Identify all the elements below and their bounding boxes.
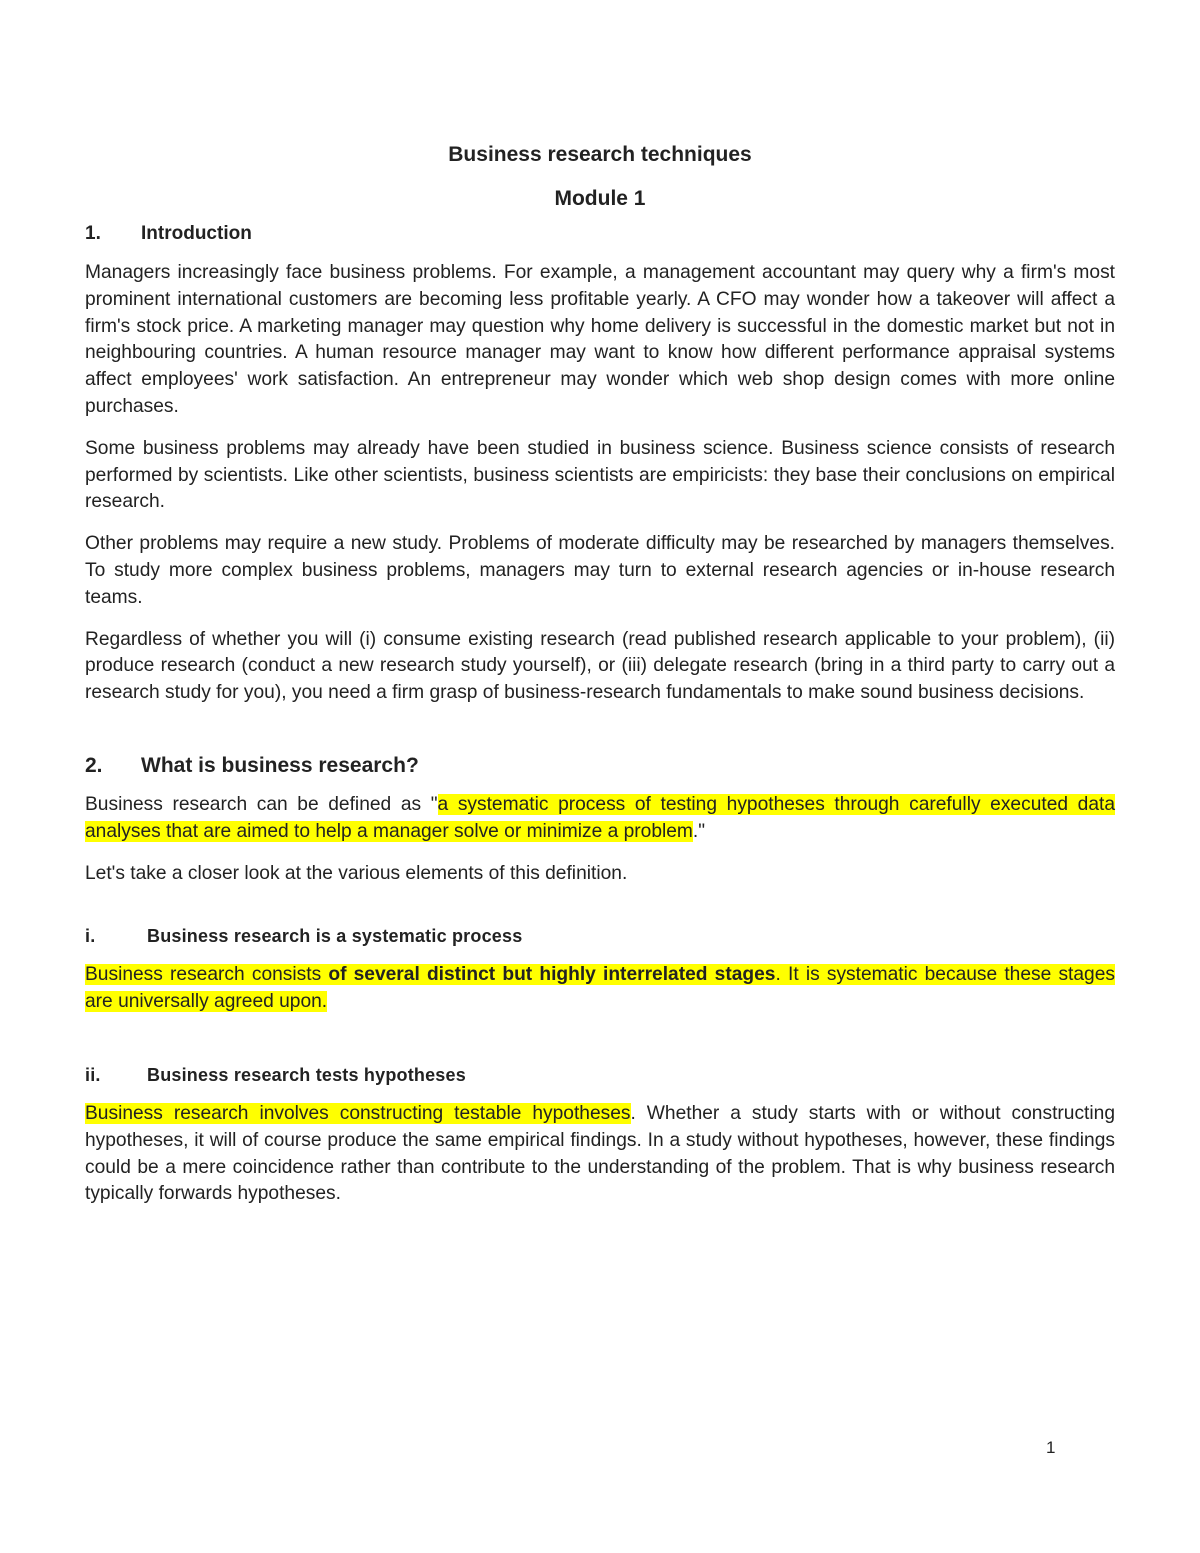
section-1-title: Introduction bbox=[141, 223, 252, 244]
spacer bbox=[85, 902, 1115, 922]
section-1-heading bbox=[85, 220, 1115, 248]
section-1-number: 1. bbox=[85, 223, 101, 244]
definition-prefix: Business research can be defined as " bbox=[85, 793, 438, 815]
subsection-ii-heading bbox=[85, 1061, 1115, 1089]
hypotheses-paragraph bbox=[85, 1101, 1115, 1208]
page-number: 1 bbox=[1046, 1438, 1056, 1457]
document-subtitle: Module 1 bbox=[554, 187, 646, 210]
definition-suffix: ." bbox=[692, 820, 706, 842]
intro-paragraph-4: Regardless of whether you will (i) consume existing research (read published research applicable to your problem), (ii) produce research (conduct a new research study yourself), or (iii) delegate research (bring in a third party to carry out a research study for you), you need a firm grasp of business-research fundamentals to make sound business decisions. bbox=[85, 628, 1115, 704]
intro-paragraph-2: Some business problems may already have been studied in business science. Business science consists of research performed by scientists. Like other scientists, business scientists are empiricists: they base their conclusions on empirical research. bbox=[85, 437, 1115, 513]
hypotheses-highlight: Business research involves constructing testable hypotheses bbox=[85, 1102, 631, 1124]
page-content bbox=[85, 140, 1115, 1223]
subsection-ii-title: Business research tests hypotheses bbox=[147, 1064, 466, 1085]
subsection-i-heading bbox=[85, 922, 1115, 950]
systematic-highlight-part-1: Business research consists bbox=[85, 964, 329, 986]
closer-look-paragraph: Let's take a closer look at the various elements of this definition. bbox=[85, 862, 628, 884]
spacer bbox=[85, 1031, 1115, 1061]
section-2-number: 2. bbox=[85, 753, 103, 777]
document-title: Business research techniques bbox=[448, 143, 752, 166]
subsection-i-title: Business research is a systematic process bbox=[147, 926, 523, 947]
subsection-i-number: i. bbox=[85, 926, 96, 947]
intro-paragraph-3: Other problems may require a new study. Problems of moderate difficulty may be researched by managers themselves. To study more complex business problems, managers may turn to external research agencies or in-house research teams. bbox=[85, 533, 1115, 608]
definition-paragraph bbox=[85, 792, 1115, 846]
definition-highlight: a systematic process of testing hypotheses through carefully executed data analyses that are aimed to help a manager solve or minimize a problem bbox=[85, 793, 1116, 842]
section-2-heading bbox=[85, 752, 1115, 780]
section-2-title: What is business research? bbox=[141, 753, 419, 777]
hypotheses-rest: . Whether a study starts with or without constructing hypotheses, it will of course produce the same empirical findings. In a study without hypotheses, however, these findings could be a mere coincidence rather than contribute to the understanding of the problem. That is why business research typically forwards hypotheses. bbox=[85, 1102, 1115, 1205]
subsection-ii-number: ii. bbox=[85, 1064, 101, 1085]
systematic-highlight-bold: of several distinct but highly interrelated stages bbox=[328, 964, 776, 986]
intro-paragraph-1: Managers increasingly face business problems. For example, a management accountant may query why a firm's most prominent international customers are becoming less profitable yearly. A CFO may wonder how a takeover will affect a firm's stock price. A marketing manager may question why home delivery is successful in the domestic market but not in neighbouring countries. A human resource manager may want to know how different performance appraisal systems affect employees' work satisfaction. An entrepreneur may wonder which web shop design comes with more online purchases. bbox=[85, 262, 1115, 417]
systematic-highlight-part-2: . It is systematic because these stages are universally agreed upon. bbox=[85, 964, 1115, 1013]
systematic-process-paragraph bbox=[85, 962, 1115, 1016]
spacer bbox=[85, 722, 1115, 752]
